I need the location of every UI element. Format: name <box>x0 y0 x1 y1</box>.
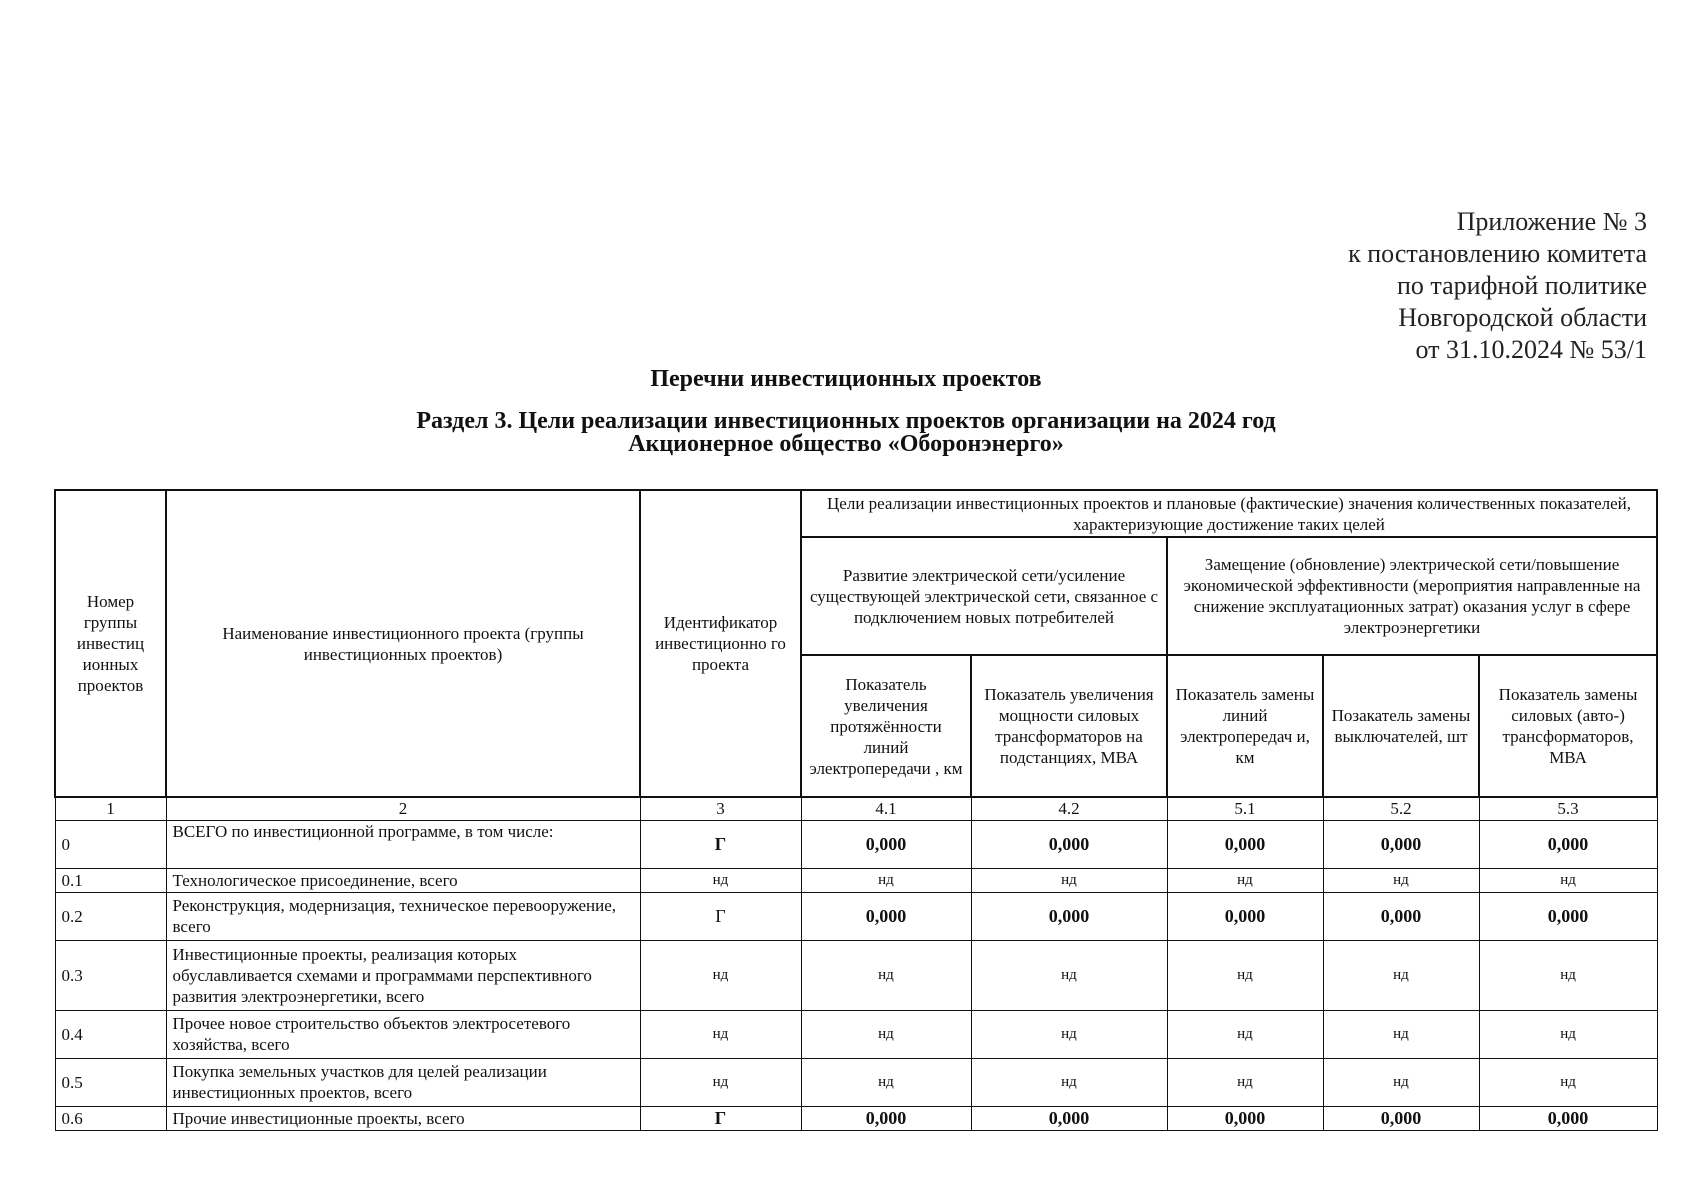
table-row <box>55 1010 1657 1058</box>
row-name: Покупка земельных участков для целей реализации инвестиционных проектов, всего <box>166 1058 640 1106</box>
value-5-2: нд <box>1323 1058 1479 1106</box>
row-number: 0.1 <box>55 868 166 892</box>
annex-line-2: к постановлению комитета <box>1348 239 1647 268</box>
column-number: 3 <box>640 797 801 820</box>
row-number: 0.6 <box>55 1106 166 1130</box>
annex-line-1: Приложение № 3 <box>1456 207 1647 236</box>
row-name: ВСЕГО по инвестиционной программе, в том числе: <box>166 820 640 868</box>
value-5-2: нд <box>1323 868 1479 892</box>
value-5-1: нд <box>1167 1058 1323 1106</box>
header-identifier: Идентификатор инвестиционно го проекта <box>640 490 801 797</box>
value-4-2: нд <box>971 1010 1167 1058</box>
column-number: 5.1 <box>1167 797 1323 820</box>
value-5-3: нд <box>1479 1010 1657 1058</box>
table-row <box>55 1106 1657 1130</box>
section-title <box>0 410 1692 456</box>
row-name: Технологическое присоединение, всего <box>166 868 640 892</box>
row-number: 0 <box>55 820 166 868</box>
row-number: 0.4 <box>55 1010 166 1058</box>
row-number: 0.3 <box>55 940 166 1010</box>
header-goals: Цели реализации инвестиционных проектов и плановые (фактические) значения количественных показателей, характеризующие достижение таких целей <box>801 490 1657 537</box>
value-4-2: нд <box>971 940 1167 1010</box>
value-5-3: 0,000 <box>1479 892 1657 940</box>
row-identifier: Г <box>640 820 801 868</box>
organization-name: Акционерное общество «Оборонэнерго» <box>628 431 1064 457</box>
value-4-1: нд <box>801 868 971 892</box>
value-5-1: нд <box>1167 1010 1323 1058</box>
section-title-line-1: Раздел 3. Цели реализации инвестиционных проектов организации на 2024 год <box>416 408 1276 434</box>
column-number-row <box>55 797 1657 820</box>
column-number: 2 <box>166 797 640 820</box>
header-project-name: Наименование инвестиционного проекта (группы инвестиционных проектов) <box>166 490 640 797</box>
annex-block <box>1348 206 1647 366</box>
row-number: 0.2 <box>55 892 166 940</box>
value-4-1: 0,000 <box>801 820 971 868</box>
value-5-1: 0,000 <box>1167 892 1323 940</box>
header-indicator-4-1: Показатель увеличения протяжённости линий электропередачи , км <box>801 655 971 797</box>
row-name: Прочее новое строительство объектов электросетевого хозяйства, всего <box>166 1010 640 1058</box>
value-4-2: 0,000 <box>971 820 1167 868</box>
column-number: 4.1 <box>801 797 971 820</box>
row-identifier: нд <box>640 1010 801 1058</box>
row-number: 0.5 <box>55 1058 166 1106</box>
value-5-1: 0,000 <box>1167 820 1323 868</box>
value-5-2: 0,000 <box>1323 820 1479 868</box>
value-4-2: 0,000 <box>971 892 1167 940</box>
header-indicator-4-2: Показатель увеличения мощности силовых трансформаторов на подстанциях, МВА <box>971 655 1167 797</box>
header-indicator-5-3: Показатель замены силовых (авто-) трансформаторов, МВА <box>1479 655 1657 797</box>
value-4-2: 0,000 <box>971 1106 1167 1130</box>
value-5-3: нд <box>1479 1058 1657 1106</box>
header-group-number: Номер группы инвестиц ионных проектов <box>55 490 166 797</box>
column-number: 1 <box>55 797 166 820</box>
investment-goals-table <box>54 489 1658 1131</box>
row-identifier: нд <box>640 1058 801 1106</box>
row-name: Инвестиционные проекты, реализация которых обуславливается схемами и программами перспективного развития электроэнергетики, всего <box>166 940 640 1010</box>
value-5-3: нд <box>1479 940 1657 1010</box>
column-number: 5.2 <box>1323 797 1479 820</box>
value-5-2: нд <box>1323 940 1479 1010</box>
value-4-1: нд <box>801 1010 971 1058</box>
page-title: Перечни инвестиционных проектов <box>650 366 1042 392</box>
value-4-1: нд <box>801 940 971 1010</box>
value-4-2: нд <box>971 868 1167 892</box>
table-row <box>55 868 1657 892</box>
value-5-1: нд <box>1167 940 1323 1010</box>
table-row <box>55 892 1657 940</box>
row-name: Прочие инвестиционные проекты, всего <box>166 1106 640 1130</box>
annex-line-5: от 31.10.2024 № 53/1 <box>1415 335 1647 364</box>
column-number: 4.2 <box>971 797 1167 820</box>
value-5-3: 0,000 <box>1479 1106 1657 1130</box>
header-development: Развитие электрической сети/усиление существующей электрической сети, связанное с подключением новых потребителей <box>801 537 1167 655</box>
value-5-2: нд <box>1323 1010 1479 1058</box>
annex-line-3: по тарифной политике <box>1397 271 1647 300</box>
value-4-1: 0,000 <box>801 1106 971 1130</box>
value-4-2: нд <box>971 1058 1167 1106</box>
value-5-1: нд <box>1167 868 1323 892</box>
header-replacement: Замещение (обновление) электрической сети/повышение экономической эффективности (мероприятия направленные на снижение эксплуатационных затрат) оказания услуг в сфере электроэнергетики <box>1167 537 1657 655</box>
value-5-2: 0,000 <box>1323 1106 1479 1130</box>
row-name: Реконструкция, модернизация, техническое перевооружение, всего <box>166 892 640 940</box>
column-number: 5.3 <box>1479 797 1657 820</box>
row-identifier: Г <box>640 1106 801 1130</box>
header-indicator-5-2: Позакатель замены выключателей, шт <box>1323 655 1479 797</box>
row-identifier: нд <box>640 868 801 892</box>
table-row <box>55 1058 1657 1106</box>
value-4-1: нд <box>801 1058 971 1106</box>
header-indicator-5-1: Показатель замены линий электропередач и, км <box>1167 655 1323 797</box>
row-identifier: нд <box>640 940 801 1010</box>
annex-line-4: Новгородской области <box>1398 303 1647 332</box>
value-5-3: нд <box>1479 868 1657 892</box>
value-5-2: 0,000 <box>1323 892 1479 940</box>
table-row <box>55 820 1657 868</box>
table-row <box>55 940 1657 1010</box>
value-4-1: 0,000 <box>801 892 971 940</box>
row-identifier: Г <box>640 892 801 940</box>
value-5-3: 0,000 <box>1479 820 1657 868</box>
value-5-1: 0,000 <box>1167 1106 1323 1130</box>
